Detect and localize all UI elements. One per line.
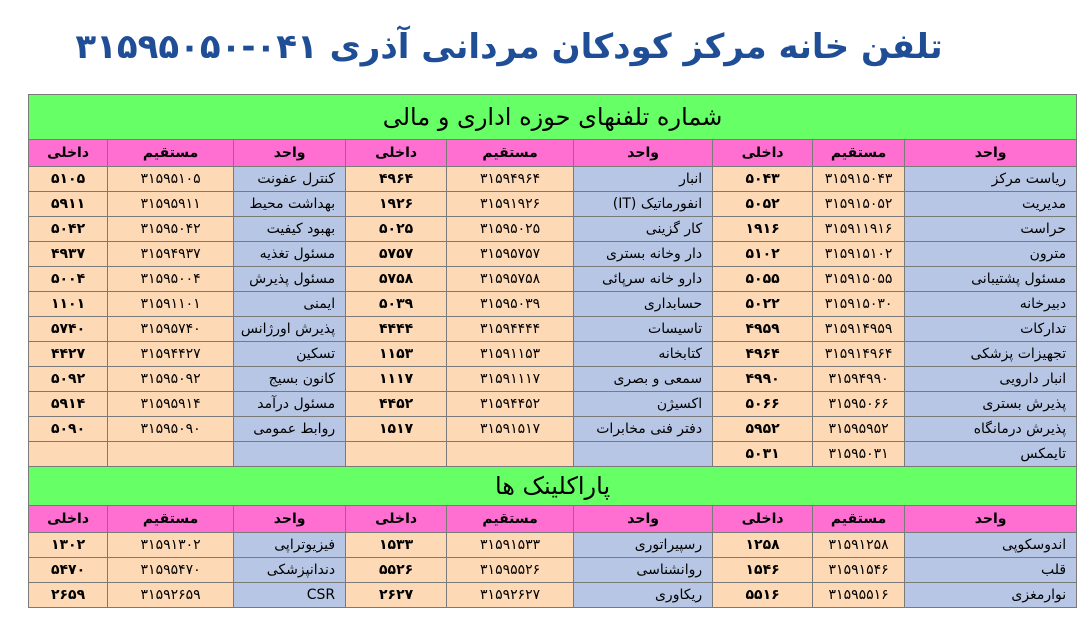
direct-number-value: ۳۱۵۹۲۶۲۷ [480,587,541,603]
unit-name: تایمکس [905,442,1077,467]
unit-name: انفورماتیک (IT) [574,192,713,217]
internal-extension [346,167,447,192]
direct-number [108,242,234,267]
internal-extension [346,392,447,417]
table-row [29,417,1077,442]
internal-extension-value: ۵۹۵۲ [745,421,780,437]
direct-number-value: ۳۱۵۹۵۰۶۶ [828,396,889,412]
internal-extension [713,367,813,392]
table-row [29,317,1077,342]
direct-number-value: ۳۱۵۹۱۵۰۴۳ [824,171,893,187]
internal-extension [29,292,108,317]
internal-extension-value: ۱۱۰۱ [50,296,86,312]
direct-number-value: ۳۱۵۹۵۹۱۱ [140,196,201,212]
direct-number-value: ۳۱۵۹۴۴۲۷ [140,346,201,362]
direct-number-value: ۳۱۵۹۵۴۷۰ [140,562,201,578]
internal-extension-value: ۵۵۱۶ [745,587,780,603]
internal-extension-value: ۵۰۳۹ [379,296,414,312]
direct-number [108,342,234,367]
column-header-internal: داخلی [346,506,447,533]
direct-number-value: ۳۱۵۹۵۹۵۲ [828,421,889,437]
internal-extension [713,292,813,317]
unit-name: قلب [905,558,1077,583]
table-row [29,192,1077,217]
direct-number-value: ۳۱۵۹۵۰۳۱ [828,446,889,462]
direct-number-value: ۳۱۵۹۵۰۹۰ [140,421,201,437]
direct-number-value: ۳۱۵۹۱۳۰۲ [140,537,201,553]
unit-name: مترون [905,242,1077,267]
unit-name: مسئول درآمد [234,392,346,417]
column-header-direct: مستقیم [108,140,234,167]
direct-number [813,192,905,217]
direct-number [813,583,905,608]
internal-extension-value: ۱۵۴۶ [745,562,780,578]
unit-name: دبیرخانه [905,292,1077,317]
direct-number [813,417,905,442]
direct-number [447,583,574,608]
direct-number [447,367,574,392]
unit-name: مسئول پشتیبانی [905,267,1077,292]
clinics-section-title: پاراکلینک ها [29,467,1077,506]
direct-number [108,317,234,342]
unit-name: تاسیسات [574,317,713,342]
table-row [29,267,1077,292]
clinics-banner-row [29,467,1077,506]
direct-number-value: ۳۱۵۹۱۵۰۵۲ [824,196,893,212]
column-header-internal: داخلی [29,506,108,533]
internal-extension [346,242,447,267]
internal-extension-value: ۵۱۰۲ [745,246,780,262]
column-header-unit: واحد [574,506,713,533]
unit-name [574,442,713,467]
direct-number-value: ۳۱۵۹۵۱۰۵ [140,171,201,187]
internal-extension-value: ۵۰۴۳ [745,171,780,187]
column-header-direct: مستقیم [447,506,574,533]
direct-number-value: ۳۱۵۹۵۷۵۷ [480,246,541,262]
unit-name: پذیرش درمانگاه [905,417,1077,442]
direct-number-value: ۳۱۵۹۵۰۳۹ [480,296,541,312]
phone-directory-table [28,94,1077,608]
direct-number-value: ۳۱۵۹۵۰۲۵ [480,221,541,237]
unit-name: مدیریت [905,192,1077,217]
table-row [29,583,1077,608]
unit-name: اکسیژن [574,392,713,417]
internal-extension-value: ۱۹۱۶ [745,221,780,237]
direct-number [108,392,234,417]
direct-number [447,392,574,417]
internal-extension [713,242,813,267]
internal-extension-value: ۵۷۵۷ [379,246,414,262]
internal-extension [346,192,447,217]
internal-extension-value: ۵۰۳۱ [745,446,780,462]
admin-banner-row [29,95,1077,140]
direct-number [108,267,234,292]
unit-name: روانشناسی [574,558,713,583]
table-row [29,558,1077,583]
direct-number [447,217,574,242]
direct-number [108,192,234,217]
internal-extension-value: ۱۹۲۶ [379,196,414,212]
unit-name: دارو خانه سرپائی [574,267,713,292]
internal-extension-value: ۵۷۵۸ [379,271,414,287]
internal-extension [346,217,447,242]
direct-number [108,442,234,467]
internal-extension-value: ۱۱۵۳ [379,346,414,362]
internal-extension-value: ۴۴۵۲ [379,396,414,412]
internal-extension [29,583,108,608]
direct-number-value: ۳۱۵۹۱۴۹۵۹ [824,321,893,337]
unit-name: انبار دارویی [905,367,1077,392]
direct-number [108,217,234,242]
direct-number [813,442,905,467]
direct-number-value: ۳۱۵۹۵۹۱۴ [140,396,201,412]
internal-extension [29,317,108,342]
unit-name: ریاست مرکز [905,167,1077,192]
column-header-internal: داخلی [346,140,447,167]
internal-extension-value: ۵۰۶۶ [745,396,780,412]
internal-extension [346,442,447,467]
unit-name: تجهیزات پزشکی [905,342,1077,367]
direct-number-value: ۳۱۵۹۱۵۰۳۰ [824,296,893,312]
internal-extension [713,558,813,583]
unit-name: کار گزینی [574,217,713,242]
direct-number-value: ۳۱۵۹۱۵۰۵۵ [824,271,893,287]
direct-number [447,558,574,583]
internal-extension [29,217,108,242]
table-row [29,217,1077,242]
unit-name: رسپیراتوری [574,533,713,558]
internal-extension [346,558,447,583]
unit-name: کانون بسیج [234,367,346,392]
direct-number-value: ۳۱۵۹۵۰۰۴ [140,271,201,287]
direct-number [813,167,905,192]
unit-name: دفتر فنی مخابرات [574,417,713,442]
direct-number [108,583,234,608]
internal-extension [29,192,108,217]
direct-number [108,417,234,442]
column-header-internal: داخلی [29,140,108,167]
direct-number [447,167,574,192]
table-row [29,292,1077,317]
internal-extension-value: ۱۵۳۳ [379,537,414,553]
direct-number-value: ۳۱۵۹۱۵۴۶ [828,562,889,578]
direct-number [108,533,234,558]
table-row [29,242,1077,267]
direct-number [813,533,905,558]
internal-extension-value: ۴۹۳۷ [50,246,86,262]
internal-extension [29,533,108,558]
internal-extension [29,167,108,192]
unit-name: ریکاوری [574,583,713,608]
direct-number-value: ۳۱۵۹۵۰۹۲ [140,371,201,387]
direct-number-value: ۳۱۵۹۱۱۹۱۶ [824,221,893,237]
unit-name: اندوسکوپی [905,533,1077,558]
internal-extension [713,392,813,417]
direct-number [447,342,574,367]
direct-number-value: ۳۱۵۹۵۰۴۲ [140,221,201,237]
column-header-direct: مستقیم [447,140,574,167]
internal-extension [346,342,447,367]
unit-name [234,442,346,467]
column-header-internal: داخلی [713,140,813,167]
direct-number-value: ۳۱۵۹۱۱۵۳ [480,346,541,362]
column-header-direct: مستقیم [813,506,905,533]
unit-name: فیزیوتراپی [234,533,346,558]
column-header-unit: واحد [574,140,713,167]
unit-name: کتابخانه [574,342,713,367]
direct-number [447,242,574,267]
direct-number [447,533,574,558]
internal-extension [29,392,108,417]
unit-name: انبار [574,167,713,192]
internal-extension-value: ۵۰۲۵ [379,221,414,237]
internal-extension [346,367,447,392]
direct-number-value: ۳۱۵۹۲۶۵۹ [140,587,201,603]
direct-number [447,292,574,317]
internal-extension [29,267,108,292]
unit-name: پذیرش بستری [905,392,1077,417]
direct-number [108,367,234,392]
direct-number-value: ۳۱۵۹۱۹۲۶ [480,196,541,212]
internal-extension [713,342,813,367]
internal-extension [29,242,108,267]
internal-extension-value: ۵۴۷۰ [50,562,86,578]
unit-name: نوارمغزی [905,583,1077,608]
internal-extension-value: ۵۹۱۴ [50,396,86,412]
unit-name: حراست [905,217,1077,242]
internal-extension [713,267,813,292]
internal-extension [713,192,813,217]
direct-number [813,392,905,417]
direct-number-value: ۳۱۵۹۵۵۱۶ [828,587,889,603]
unit-name: دندانپزشکی [234,558,346,583]
unit-name: تسکین [234,342,346,367]
table-row [29,533,1077,558]
direct-number-value: ۳۱۵۹۵۵۲۶ [480,562,541,578]
table-row [29,167,1077,192]
internal-extension-value: ۱۵۱۷ [379,421,414,437]
internal-extension [346,417,447,442]
internal-extension-value: ۵۹۱۱ [50,196,86,212]
internal-extension [346,317,447,342]
direct-number-value: ۳۱۵۹۱۵۳۳ [480,537,541,553]
admin-header-row [29,140,1077,167]
column-header-unit: واحد [905,506,1077,533]
internal-extension [29,417,108,442]
internal-extension [29,367,108,392]
direct-number [108,558,234,583]
unit-name: CSR [234,583,346,608]
direct-number [447,417,574,442]
unit-name: سمعی و بصری [574,367,713,392]
internal-extension [713,417,813,442]
direct-number [813,342,905,367]
unit-name: کنترل عفونت [234,167,346,192]
direct-number-value: ۳۱۵۹۴۴۴۴ [480,321,541,337]
internal-extension-value: ۵۰۹۰ [50,421,86,437]
direct-number [447,317,574,342]
internal-extension-value: ۵۰۹۲ [50,371,86,387]
unit-name: روابط عمومی [234,417,346,442]
internal-extension [346,267,447,292]
admin-section-title: شماره تلفنهای حوزه اداری و مالی [29,95,1077,140]
internal-extension [29,342,108,367]
internal-extension [713,167,813,192]
internal-extension-value: ۱۱۱۷ [379,371,414,387]
column-header-direct: مستقیم [108,506,234,533]
unit-name: مسئول پذیرش [234,267,346,292]
direct-number [813,267,905,292]
direct-number [447,442,574,467]
internal-extension-value: ۴۴۴۴ [379,321,414,337]
column-header-unit: واحد [905,140,1077,167]
internal-extension-value: ۵۱۰۵ [50,171,86,187]
direct-number [813,292,905,317]
internal-extension-value: ۴۹۹۰ [745,371,780,387]
internal-extension-value: ۴۴۲۷ [50,346,86,362]
internal-extension-value: ۴۹۵۹ [745,321,780,337]
internal-extension-value: ۴۹۶۴ [745,346,780,362]
unit-name: بهبود کیفیت [234,217,346,242]
internal-extension-value: ۵۵۲۶ [379,562,414,578]
direct-number-value: ۳۱۵۹۴۴۵۲ [480,396,541,412]
column-header-unit: واحد [234,140,346,167]
internal-extension [713,217,813,242]
direct-number [813,558,905,583]
direct-number-value: ۳۱۵۹۴۹۹۰ [828,371,889,387]
direct-number-value: ۳۱۵۹۱۵۱۷ [480,421,541,437]
internal-extension [346,292,447,317]
table-row [29,392,1077,417]
direct-number-value: ۳۱۵۹۴۹۳۷ [140,246,201,262]
direct-number [447,192,574,217]
internal-extension-value: ۵۰۲۲ [745,296,780,312]
direct-number-value: ۳۱۵۹۱۱۰۱ [140,296,201,312]
internal-extension [713,533,813,558]
internal-extension-value: ۵۰۴۲ [50,221,86,237]
direct-number [813,367,905,392]
direct-number [813,217,905,242]
internal-extension-value: ۵۷۴۰ [50,321,86,337]
direct-number-value: ۳۱۵۹۵۷۴۰ [140,321,201,337]
internal-extension-value: ۲۶۵۹ [50,587,86,603]
column-header-internal: داخلی [713,506,813,533]
unit-name: دار وخانه بستری [574,242,713,267]
direct-number-value: ۳۱۵۹۱۴۹۶۴ [824,346,893,362]
internal-extension [346,583,447,608]
direct-number-value: ۳۱۵۹۴۹۶۴ [480,171,541,187]
table-row [29,342,1077,367]
direct-number-value: ۳۱۵۹۵۷۵۸ [480,271,541,287]
direct-number-value: ۳۱۵۹۱۵۱۰۲ [824,246,893,262]
internal-extension [29,558,108,583]
direct-number [813,242,905,267]
direct-number [108,292,234,317]
internal-extension-value: ۵۰۵۲ [745,196,780,212]
internal-extension [29,442,108,467]
internal-extension-value: ۲۶۲۷ [379,587,414,603]
unit-name: پذیرش اورژانس [234,317,346,342]
internal-extension [713,583,813,608]
internal-extension [713,317,813,342]
table-row [29,367,1077,392]
unit-name: مسئول تغذیه [234,242,346,267]
internal-extension-value: ۴۹۶۴ [379,171,414,187]
direct-number [108,167,234,192]
internal-extension [346,533,447,558]
direct-number-value: ۳۱۵۹۱۲۵۸ [828,537,889,553]
unit-name: ایمنی [234,292,346,317]
unit-name: تدارکات [905,317,1077,342]
direct-number [447,267,574,292]
internal-extension-value: ۵۰۰۴ [50,271,86,287]
unit-name: بهداشت محیط [234,192,346,217]
page-title: تلفن خانه مرکز کودکان مردانی آذری ۰۴۱-۳۱۵۹۵۰۵۰ [75,27,943,67]
direct-number [813,317,905,342]
unit-name: حسابداری [574,292,713,317]
internal-extension-value: ۵۰۵۵ [745,271,780,287]
table-row [29,442,1077,467]
internal-extension-value: ۱۲۵۸ [745,537,780,553]
internal-extension-value: ۱۳۰۲ [50,537,86,553]
direct-number-value: ۳۱۵۹۱۱۱۷ [480,371,541,387]
clinics-header-row [29,506,1077,533]
internal-extension [713,442,813,467]
column-header-direct: مستقیم [813,140,905,167]
column-header-unit: واحد [234,506,346,533]
